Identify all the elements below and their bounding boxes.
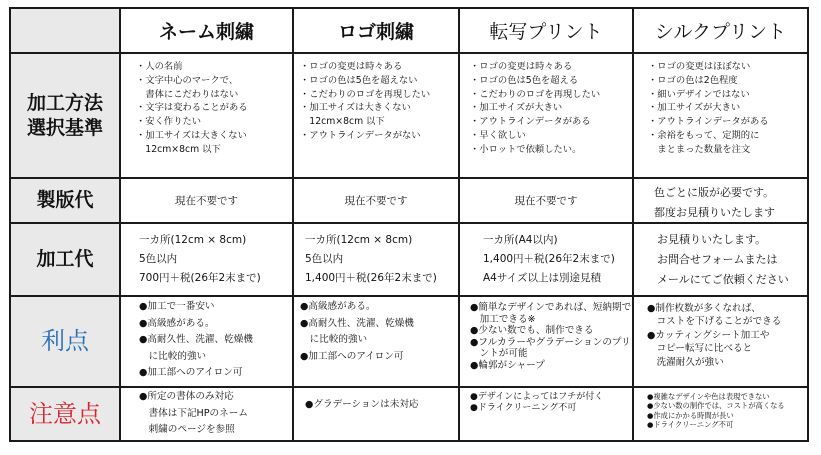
list-item: ・安く作りたい xyxy=(136,116,202,128)
grid-line xyxy=(11,177,807,179)
merits-transfer-print xyxy=(470,302,631,372)
list-item: ・文字中心のマークで、 xyxy=(136,74,239,86)
list-item: お問合せフォームまたは xyxy=(657,253,778,266)
processing-fee-name-embroidery xyxy=(139,231,291,288)
plate-fee-transfer-print: 現在不要です xyxy=(514,195,578,207)
selection-transfer-print xyxy=(470,60,630,157)
list-item: ●所定の書体のみ対応 xyxy=(139,391,234,402)
list-item: ●少ない数でも、制作できる xyxy=(470,325,594,337)
list-item: ・アウトラインデータがない xyxy=(300,129,421,141)
cautions-transfer-print xyxy=(470,392,631,413)
header-name-embroidery: ネーム刺繍 xyxy=(158,21,254,43)
list-item: 加工できる※ xyxy=(470,313,536,325)
list-item: ・ロゴの色は5色を超えない xyxy=(300,74,418,86)
list-item: ・アウトラインデータがある xyxy=(470,116,591,128)
plate-fee-silk-print xyxy=(654,183,806,223)
list-item: ●加工部へのアイロン可 xyxy=(300,350,404,362)
row-label-cautions: 注意点 xyxy=(11,388,119,440)
grid-line xyxy=(292,9,294,440)
list-item: ・ロゴの変更はほぼない xyxy=(648,61,751,72)
list-item: 5色以内 xyxy=(305,253,344,265)
list-item: 700円＋税(26年2末まで) xyxy=(139,272,261,284)
list-item: ントが可能 xyxy=(470,348,528,360)
list-item: ●少ない数の制作では、コストが高くなる xyxy=(647,401,785,411)
list-item: ・加工サイズは大きくない xyxy=(136,129,247,141)
list-item: 都度お見積りいたします xyxy=(654,206,775,219)
list-item: まとまった数量を注文 xyxy=(648,143,751,155)
list-item: ・ロゴの色は2色程度 xyxy=(648,74,738,86)
list-item: ●デザインによってはフチが付く xyxy=(470,392,604,402)
cautions-name-embroidery xyxy=(139,389,291,439)
list-item: ・人の名前 xyxy=(136,61,183,72)
list-item: ●ドライクリーニング不可 xyxy=(647,420,734,430)
list-item: ●高級感がある。 xyxy=(139,317,215,329)
list-item: 刺繍のページを参照 xyxy=(139,424,235,436)
list-item: ・細いデザインではない xyxy=(648,88,750,100)
list-item: ・ロゴの色は5色を超える xyxy=(470,74,579,86)
list-item: ●輪郭がシャープ xyxy=(470,359,545,371)
row-label-selection: 加工方法 選択基準 xyxy=(11,54,119,177)
list-item: ●加工部へのアイロン可 xyxy=(139,367,243,379)
header-transfer-print: 転写プリント xyxy=(489,21,603,43)
plate-fee-name-embroidery: 現在不要です xyxy=(175,195,238,207)
list-item: ●高級感がある。 xyxy=(300,301,376,312)
grid-line xyxy=(632,9,634,440)
list-item: 色ごとに版が必要です。 xyxy=(654,186,775,199)
processing-fee-transfer-print xyxy=(483,231,631,288)
list-item: 書体は下記HPのネーム xyxy=(139,407,248,419)
merits-silk-print xyxy=(647,302,806,369)
list-item: 1,400円＋税(26年2末まで) xyxy=(483,253,615,265)
list-item: ●作成にかかる時間が長い xyxy=(647,410,734,420)
list-item: ●複雑なデザインや色は表現できない xyxy=(647,392,770,401)
list-item: ・ロゴの変更は時々ある xyxy=(300,61,403,72)
list-item: ・文字は変わることがある xyxy=(136,102,248,114)
cautions-logo-embroidery xyxy=(305,397,455,414)
list-item: 一カ所(12cm × 8cm) xyxy=(139,234,247,246)
merits-logo-embroidery xyxy=(300,299,456,365)
list-item: 書体にこだわりはない xyxy=(136,88,239,100)
grid-line xyxy=(11,222,807,224)
grid-line xyxy=(11,386,807,388)
cautions-silk-print xyxy=(647,392,807,430)
comparison-table xyxy=(9,7,809,442)
list-item: に比較的強い xyxy=(139,350,207,362)
list-item: 12cm×8cm 以下 xyxy=(136,143,221,155)
processing-fee-silk-print xyxy=(657,230,807,290)
list-item: A4サイズ以上は別途見積 xyxy=(483,272,602,284)
list-item: ●加工で一番安い xyxy=(139,301,215,312)
list-item: ●カッティングシート加工や xyxy=(647,329,770,341)
header-silk-print: シルクプリント xyxy=(654,21,787,43)
row-label-processing-fee: 加工代 xyxy=(11,224,119,295)
merits-name-embroidery xyxy=(139,299,291,382)
list-item: お見積りいたします。 xyxy=(657,233,767,246)
header-logo-embroidery: ロゴ刺繍 xyxy=(337,21,414,43)
list-item: 1,400円＋税(26年2末まで) xyxy=(305,272,437,284)
list-item: ●グラデーションは未対応 xyxy=(305,399,419,410)
list-item: ・アウトラインデータがある xyxy=(648,116,769,128)
grid-line xyxy=(11,295,807,297)
list-item: コストを下げることができる xyxy=(647,316,782,328)
selection-name-embroidery xyxy=(136,60,290,157)
corner-cell xyxy=(11,9,119,52)
row-label-plate-fee: 製版代 xyxy=(11,179,119,222)
processing-fee-logo-embroidery xyxy=(305,231,457,288)
list-item: ・加工サイズが大きい xyxy=(470,102,563,114)
grid-line xyxy=(11,52,807,54)
list-item: ●ドライクリーニング不可 xyxy=(470,402,577,413)
list-item: ・小ロットで依頼したい。 xyxy=(470,143,582,155)
list-item: ・こだわりのロゴを再現したい xyxy=(470,88,601,100)
list-item: ●簡単なデザインであれば、短納期で xyxy=(470,302,632,313)
list-item: ・加工サイズは大きくない xyxy=(300,102,411,114)
list-item: 一カ所(A4以内) xyxy=(483,234,558,246)
list-item: メールにてご依頼ください xyxy=(657,273,789,286)
plate-fee-logo-embroidery: 現在不要です xyxy=(344,195,408,207)
list-item: ・ロゴの変更は時々ある xyxy=(470,61,573,72)
list-item: 5色以内 xyxy=(139,253,178,265)
list-item: ●高耐久性、洗濯、乾燥機 xyxy=(139,334,253,346)
selection-silk-print xyxy=(648,60,806,157)
list-item: ●高耐久性、洗濯、乾燥機 xyxy=(300,317,414,329)
list-item: ・加工サイズが大きい xyxy=(648,102,741,114)
list-item: ・早く欲しい xyxy=(470,129,526,141)
grid-line xyxy=(119,9,121,440)
list-item: ・余裕をもって、定期的に xyxy=(648,129,760,141)
list-item: ●フルカラーやグラデーションのプリ xyxy=(470,336,631,348)
list-item: 一カ所(12cm × 8cm) xyxy=(305,234,413,246)
list-item: ●制作枚数が多くなれば、 xyxy=(647,303,761,314)
list-item: に比較的強い xyxy=(300,334,368,346)
row-label-merits: 利点 xyxy=(11,297,119,386)
selection-logo-embroidery xyxy=(300,60,456,143)
list-item: 洗濯耐久が強い xyxy=(647,356,724,368)
list-item: ・こだわりのロゴを再現したい xyxy=(300,88,431,100)
list-item: コピー転写に比べると xyxy=(647,343,753,355)
list-item: 12cm×8cm 以下 xyxy=(300,116,385,128)
grid-line xyxy=(458,9,460,440)
